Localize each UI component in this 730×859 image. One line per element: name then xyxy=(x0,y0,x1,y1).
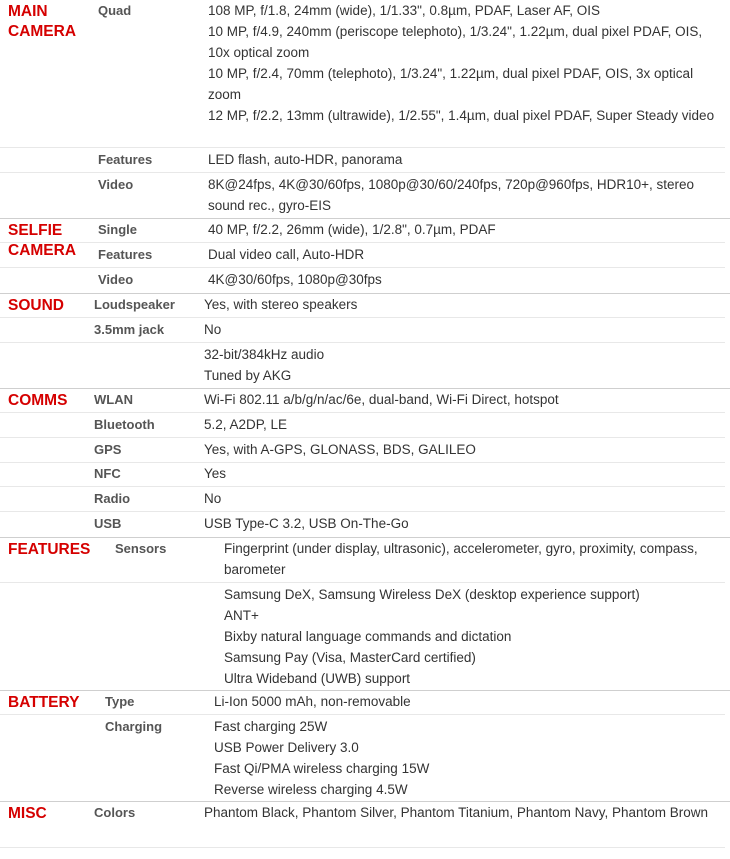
spec-label-colors: Colors xyxy=(94,805,136,820)
features-extra-line: Bixby natural language commands and dictation xyxy=(224,629,512,644)
section-battery xyxy=(0,691,730,801)
section-sound xyxy=(0,294,730,388)
spec-value-video: 8K@24fps, 4K@30/60fps, 1080p@30/60/240fps, 720p@960fps, HDR10+, stereo sound rec., gyro-EIS xyxy=(208,177,695,213)
category-main-camera: MAIN CAMERA xyxy=(8,3,77,40)
section-comms xyxy=(0,389,730,537)
spec-value-loudspeaker: Yes, with stereo speakers xyxy=(204,297,358,312)
spec-value-selfie-video: 4K@30/60fps, 1080p@30fps xyxy=(208,272,382,287)
spec-row-loudspeaker xyxy=(0,294,725,318)
spec-value-battery-type: Li-Ion 5000 mAh, non-removable xyxy=(214,694,411,709)
spec-label-quad: Quad xyxy=(98,3,132,18)
spec-value-colors: Phantom Black, Phantom Silver, Phantom Titanium, Phantom Navy, Phantom Brown xyxy=(204,805,708,820)
spec-value-charging xyxy=(214,716,725,800)
category-comms: COMMS xyxy=(8,392,68,409)
spec-value-single: 40 MP, f/2.2, 26mm (wide), 1/2.8", 0.7µm, PDAF xyxy=(208,222,496,237)
section-features xyxy=(0,538,730,690)
spec-row-radio xyxy=(0,488,725,512)
spec-row-usb xyxy=(0,513,725,537)
spec-value-quad xyxy=(208,0,725,126)
spec-value-nfc: Yes xyxy=(204,466,227,481)
spec-label-single: Single xyxy=(98,222,138,237)
spec-label-wlan: WLAN xyxy=(94,392,133,407)
spec-row-features-extra xyxy=(0,584,725,690)
features-extra-line: Ultra Wideband (UWB) support xyxy=(224,671,411,686)
quad-line: 10 MP, f/2.4, 70mm (telephoto), 1/3.24", 1.22µm, dual pixel PDAF, OIS, 3x optical zoom xyxy=(208,66,694,102)
spec-row-video xyxy=(0,174,725,218)
spec-value-sound-extra xyxy=(204,344,725,386)
spec-row-features xyxy=(0,149,725,173)
quad-line: 108 MP, f/1.8, 24mm (wide), 1/1.33", 0.8µm, PDAF, Laser AF, OIS xyxy=(208,3,600,18)
spec-label-selfie-video: Video xyxy=(98,272,134,287)
section-misc xyxy=(0,802,730,850)
spec-row-wlan xyxy=(0,389,725,413)
spec-value-radio: No xyxy=(204,491,222,506)
spec-label-nfc: NFC xyxy=(94,466,121,481)
spec-value-bluetooth: 5.2, A2DP, LE xyxy=(204,417,288,432)
charging-line: Fast Qi/PMA wireless charging 15W xyxy=(214,761,430,776)
category-battery: BATTERY xyxy=(8,694,80,711)
spec-row-quad xyxy=(0,0,725,148)
charging-line: Reverse wireless charging 4.5W xyxy=(214,782,408,797)
spec-label-loudspeaker: Loudspeaker xyxy=(94,297,175,312)
sound-extra-line: Tuned by AKG xyxy=(204,368,292,383)
spec-label-features: Features xyxy=(98,152,153,167)
charging-line: USB Power Delivery 3.0 xyxy=(214,740,359,755)
spec-row-selfie-features xyxy=(0,244,725,268)
spec-value-features: LED flash, auto-HDR, panorama xyxy=(208,152,403,167)
sound-extra-line: 32-bit/384kHz audio xyxy=(204,347,325,362)
spec-row-battery-type xyxy=(0,691,725,715)
spec-label-gps: GPS xyxy=(94,442,122,457)
spec-row-bluetooth xyxy=(0,414,725,438)
spec-row-jack xyxy=(0,319,725,343)
spec-label-usb: USB xyxy=(94,516,122,531)
spec-label-battery-type: Type xyxy=(105,694,135,709)
spec-value-gps: Yes, with A-GPS, GLONASS, BDS, GALILEO xyxy=(204,442,476,457)
category-features: FEATURES xyxy=(8,541,91,558)
section-main-camera xyxy=(0,0,730,219)
spec-value-jack: No xyxy=(204,322,222,337)
quad-line: 10 MP, f/4.9, 240mm (periscope telephoto), 1/3.24", 1.22µm, dual pixel PDAF, OIS, 10x optical zoom xyxy=(208,24,703,60)
spec-row-nfc xyxy=(0,463,725,487)
spec-value-usb: USB Type-C 3.2, USB On-The-Go xyxy=(204,516,409,531)
spec-row-selfie-video xyxy=(0,269,725,293)
features-extra-line: Samsung DeX, Samsung Wireless DeX (desktop experience support) xyxy=(224,587,640,602)
spec-value-sensors: Fingerprint (under display, ultrasonic), accelerometer, gyro, proximity, compass, barometer xyxy=(224,541,698,577)
spec-label-radio: Radio xyxy=(94,491,131,506)
section-selfie-camera xyxy=(0,219,730,293)
spec-row-single xyxy=(0,219,725,243)
features-extra-line: ANT+ xyxy=(224,608,259,623)
spec-label-selfie-features: Features xyxy=(98,247,153,262)
spec-label-charging: Charging xyxy=(105,719,163,734)
spec-row-charging xyxy=(0,716,725,801)
quad-line: 12 MP, f/2.2, 13mm (ultrawide), 1/2.55", 1.4µm, dual pixel PDAF, Super Steady video xyxy=(208,108,715,123)
spec-row-colors xyxy=(0,802,725,848)
category-sound: SOUND xyxy=(8,297,64,314)
features-extra-line: Samsung Pay (Visa, MasterCard certified) xyxy=(224,650,476,665)
spec-label-sensors: Sensors xyxy=(115,541,167,556)
spec-value-selfie-features: Dual video call, Auto-HDR xyxy=(208,247,365,262)
spec-label-bluetooth: Bluetooth xyxy=(94,417,155,432)
spec-value-wlan: Wi-Fi 802.11 a/b/g/n/ac/6e, dual-band, Wi-Fi Direct, hotspot xyxy=(204,392,559,407)
spec-row-sound-extra xyxy=(0,344,725,388)
category-misc: MISC xyxy=(8,805,47,822)
spec-value-features-extra xyxy=(224,584,725,689)
charging-line: Fast charging 25W xyxy=(214,719,328,734)
category-selfie-camera: SELFIE CAMERA xyxy=(8,222,77,259)
spec-row-gps xyxy=(0,439,725,463)
spec-label-video: Video xyxy=(98,177,134,192)
spec-row-sensors xyxy=(0,538,725,583)
spec-label-jack: 3.5mm jack xyxy=(94,322,165,337)
